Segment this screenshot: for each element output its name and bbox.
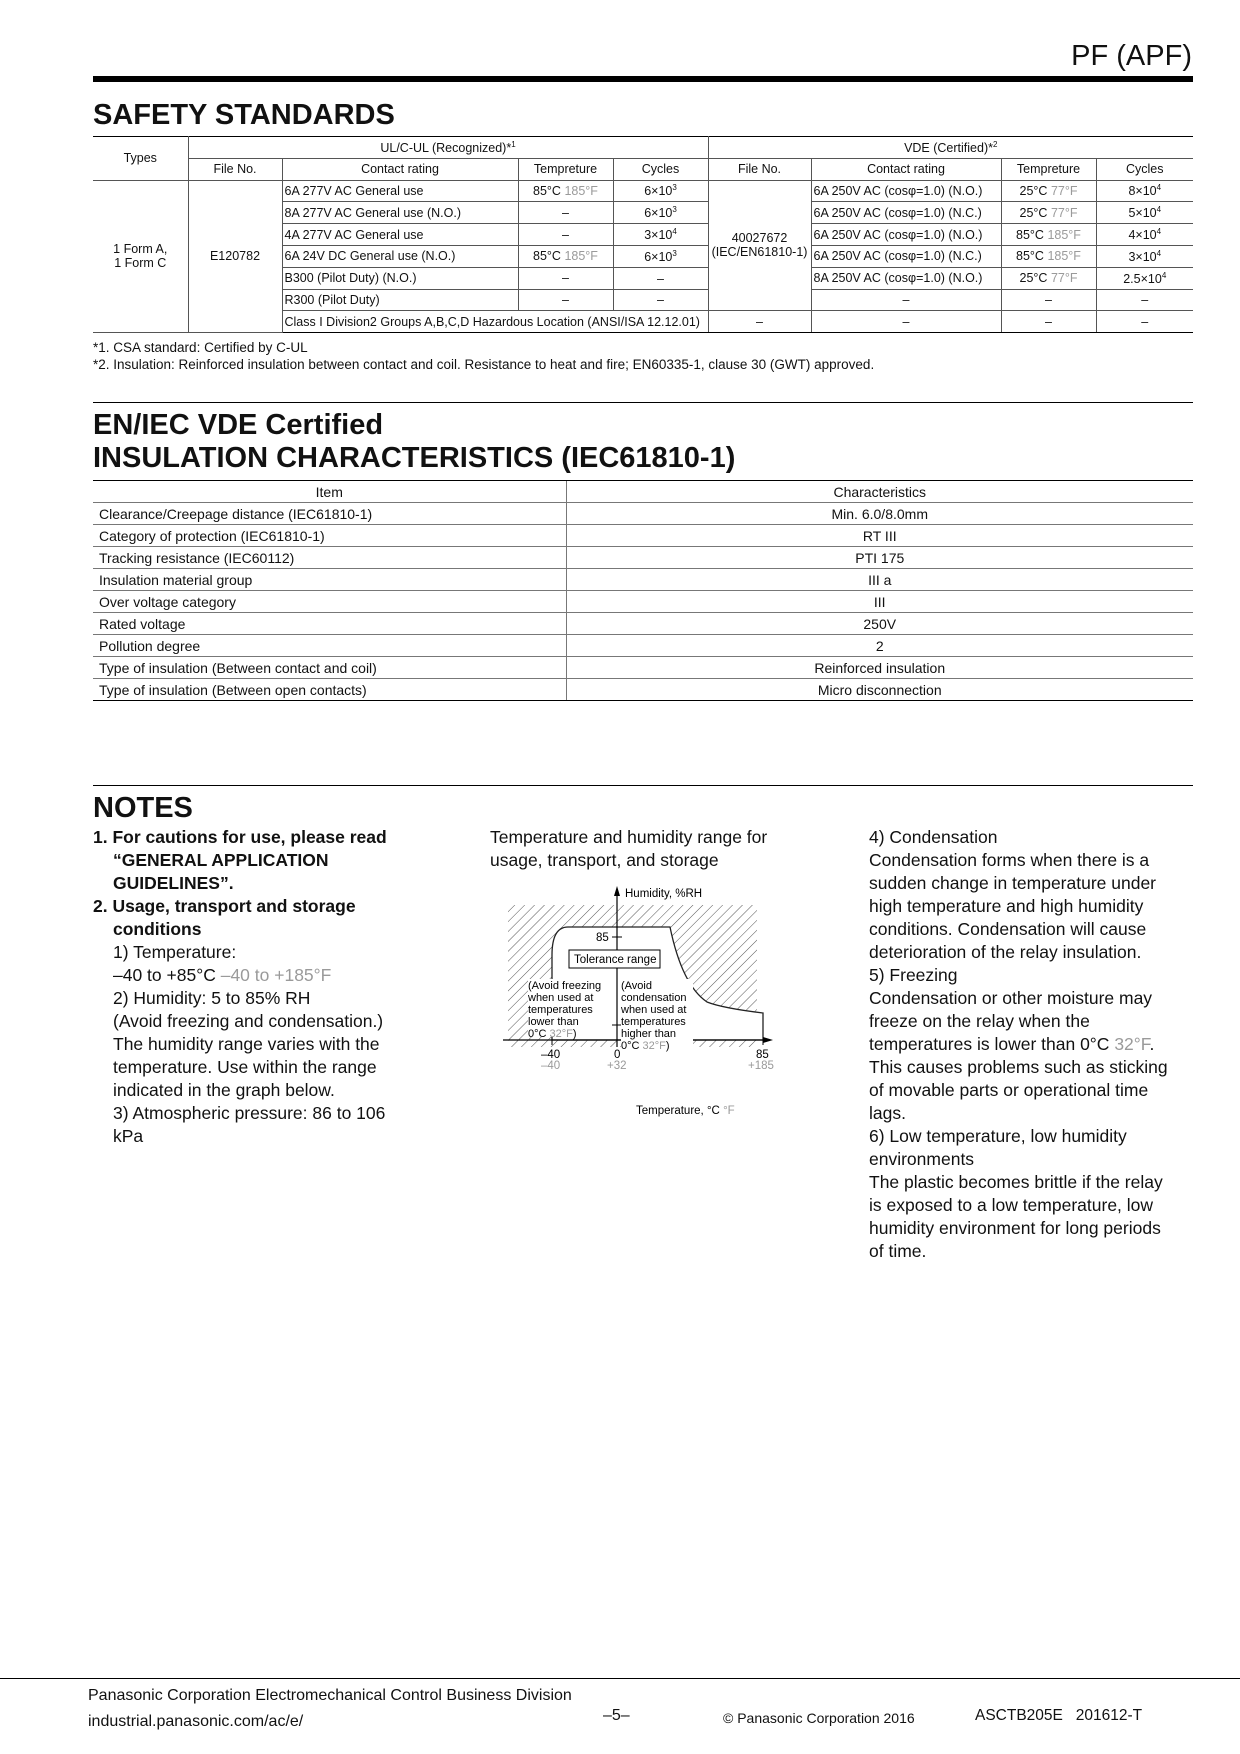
- table-row: Tracking resistance (IEC60112) PTI 175: [93, 547, 1193, 569]
- th-vde: VDE (Certified)*$^2$: [708, 137, 1193, 159]
- ul-cycles: $6\times 10^3$: [613, 202, 708, 224]
- vde-temp: 85°C 185°F: [1001, 245, 1096, 267]
- table-row: Category of protection (IEC61810-1) RT III: [93, 525, 1193, 547]
- x-tick-0-f: +32: [607, 1060, 627, 1072]
- insulation-table: [93, 480, 1193, 701]
- types-cell: 1 Form A, 1 Form C: [93, 180, 188, 333]
- table-row: Insulation material group III a: [93, 569, 1193, 591]
- page-number: –5–: [603, 1707, 630, 1724]
- section-divider: [93, 785, 1193, 786]
- x-tick-85: 85: [756, 1049, 769, 1061]
- note-2-line: conditions: [113, 919, 202, 939]
- x-tick-neg40-f: –40: [541, 1060, 561, 1072]
- freeze-note: lower than: [528, 1016, 579, 1028]
- header-rule: [93, 76, 1193, 82]
- th-item: Item: [93, 481, 566, 503]
- ul-cycles: –: [613, 289, 708, 311]
- ul-temp: –: [518, 202, 613, 224]
- freezing-title: 5) Freezing: [869, 965, 958, 985]
- humidity-line: The humidity range varies with the: [113, 1034, 380, 1054]
- x-tick-0: 0: [614, 1049, 621, 1061]
- footer-url: industrial.panasonic.com/ac/e/: [88, 1713, 304, 1730]
- condensation-title: 4) Condensation: [869, 827, 998, 847]
- x-axis-arrow: [763, 1037, 773, 1043]
- vde-rating: 8A 250V AC (cosφ=1.0) (N.O.): [811, 267, 1001, 289]
- cond-note: higher than: [621, 1028, 677, 1040]
- vde-rating: 6A 250V AC (cosφ=1.0) (N.C.): [811, 245, 1001, 267]
- y-tick-85: 85: [596, 932, 609, 944]
- x-tick-neg40: –40: [541, 1049, 561, 1061]
- ul-rating: R300 (Pilot Duty): [282, 289, 518, 311]
- vde-empty: –: [1096, 311, 1193, 333]
- ul-temp: 85°C 185°F: [518, 180, 613, 202]
- ul-rating: B300 (Pilot Duty) (N.O.): [282, 267, 518, 289]
- x-axis-label: Temperature, °C °F: [636, 1105, 735, 1117]
- section-divider: [93, 402, 1193, 403]
- note-2: 2. Usage, transport and storage: [93, 896, 356, 916]
- vde-rating: 6A 250V AC (cosφ=1.0) (N.C.): [811, 202, 1001, 224]
- freezing-line: lags.: [869, 1103, 906, 1123]
- vde-temp: 25°C 77°F: [1001, 202, 1096, 224]
- graph-caption-line: Temperature and humidity range for: [490, 827, 768, 847]
- th-vde-temp: Tempreture: [1001, 158, 1096, 180]
- vde-temp: 25°C 77°F: [1001, 180, 1096, 202]
- condensation-line: sudden change in temperature under: [869, 873, 1157, 893]
- safety-standards-table: [93, 136, 1193, 333]
- note-1-line: GUIDELINES”.: [113, 873, 234, 893]
- vde-cycles: $3\times 10^4$: [1096, 245, 1193, 267]
- th-vde-contact: Contact rating: [811, 158, 1001, 180]
- humidity-line: indicated in the graph below.: [113, 1080, 335, 1100]
- table-row: Type of insulation (Between open contacts) Micro disconnection: [93, 679, 1193, 701]
- insulation-title-1: EN/IEC VDE Certified: [93, 409, 384, 441]
- cond-note: when used at: [621, 1004, 687, 1016]
- freezing-line: freeze on the relay when the: [869, 1011, 1090, 1031]
- vde-temp: 25°C 77°F: [1001, 267, 1096, 289]
- x-tick-85-f: +185: [748, 1060, 774, 1072]
- table-row: Type of insulation (Between contact and coil) Reinforced insulation: [93, 657, 1193, 679]
- ul-cycles: $6\times 10^3$: [613, 180, 708, 202]
- ul-rating: 8A 277V AC General use (N.O.): [282, 202, 518, 224]
- ul-temp: –: [518, 224, 613, 246]
- freezing-line: This causes problems such as sticking: [869, 1057, 1168, 1077]
- note-1: 1. For cautions for use, please read: [93, 827, 387, 847]
- vde-empty: –: [1001, 311, 1096, 333]
- th-vde-fileno: File No.: [708, 158, 811, 180]
- ul-temp: –: [518, 289, 613, 311]
- condensation-line: deterioration of the relay insulation.: [869, 942, 1142, 962]
- safety-standards-title: SAFETY STANDARDS: [93, 99, 395, 131]
- table-row: Over voltage category III: [93, 591, 1193, 613]
- page-header-title: PF (APF): [1071, 40, 1192, 72]
- cond-note: condensation: [621, 992, 687, 1004]
- table-row: [93, 180, 1193, 202]
- vde-temp: –: [1001, 289, 1096, 311]
- notes-column-1: [93, 826, 433, 1148]
- th-ul: UL/C-UL (Recognized)*$^1$: [188, 137, 708, 159]
- low-temp-line: humidity environment for long periods: [869, 1218, 1161, 1238]
- footer-rule: [0, 1678, 1240, 1679]
- ul-rating: 6A 277V AC General use: [282, 180, 518, 202]
- ul-cycles: –: [613, 267, 708, 289]
- condensation-line: conditions. Condensation will cause: [869, 919, 1147, 939]
- vde-rating: 6A 250V AC (cosφ=1.0) (N.O.): [811, 224, 1001, 246]
- graph-caption: [490, 826, 810, 872]
- low-temp-line: The plastic becomes brittle if the relay: [869, 1172, 1163, 1192]
- th-ul-fileno: File No.: [188, 158, 282, 180]
- table-row: Rated voltage 250V: [93, 613, 1193, 635]
- humidity-line: 2) Humidity: 5 to 85% RH: [113, 988, 311, 1008]
- th-ul-temp: Tempreture: [518, 158, 613, 180]
- footer-copyright: © Panasonic Corporation 2016: [723, 1710, 915, 1726]
- ul-rating: 6A 24V DC General use (N.O.): [282, 245, 518, 267]
- vde-cycles: $4\times 10^4$: [1096, 224, 1193, 246]
- low-temp-line: of time.: [869, 1241, 927, 1261]
- tolerance-label: Tolerance range: [574, 954, 657, 966]
- temperature-label: 1) Temperature:: [113, 942, 237, 962]
- condensation-line: high temperature and high humidity: [869, 896, 1144, 916]
- table-row: Clearance/Creepage distance (IEC61810-1) Min. 6.0/8.0mm: [93, 503, 1193, 525]
- freezing-line: of movable parts or operational time: [869, 1080, 1149, 1100]
- insulation-title-2: INSULATION CHARACTERISTICS (IEC61810-1): [93, 442, 736, 474]
- y-axis-label: Humidity, %RH: [625, 888, 703, 900]
- th-characteristics: Characteristics: [566, 481, 1193, 503]
- humidity-line: temperature. Use within the range: [113, 1057, 377, 1077]
- ul-cycles: $6\times 10^3$: [613, 245, 708, 267]
- cond-note: (Avoid: [621, 980, 652, 992]
- vde-cycles: $8\times 10^4$: [1096, 180, 1193, 202]
- cond-note: temperatures: [621, 1016, 686, 1028]
- temperature-humidity-diagram: [495, 875, 815, 1125]
- doc-code: ASCTB205E 201612-T: [975, 1707, 1143, 1724]
- freezing-line: Condensation or other moisture may: [869, 988, 1153, 1008]
- freeze-note: temperatures: [528, 1004, 593, 1016]
- table-row: Pollution degree 2: [93, 635, 1193, 657]
- low-temp-line: is exposed to a low temperature, low: [869, 1195, 1154, 1215]
- pressure-line: kPa: [113, 1126, 144, 1146]
- ul-file-number: E120782: [188, 180, 282, 333]
- vde-cycles: $2.5\times 10^4$: [1096, 267, 1193, 289]
- temperature-range: –40 to +85°C –40 to +185°F: [113, 965, 332, 985]
- th-types: Types: [93, 137, 188, 181]
- footer-company: Panasonic Corporation Electromechanical Control Business Division: [88, 1687, 572, 1704]
- freeze-note: when used at: [528, 992, 594, 1004]
- vde-rating: 6A 250V AC (cosφ=1.0) (N.O.): [811, 180, 1001, 202]
- cond-note: 0°C 32°F): [621, 1040, 670, 1052]
- vde-cycles: $5\times 10^4$: [1096, 202, 1193, 224]
- th-ul-contact: Contact rating: [282, 158, 518, 180]
- vde-empty: –: [811, 311, 1001, 333]
- graph-caption-line: usage, transport, and storage: [490, 850, 719, 870]
- freeze-note: (Avoid freezing: [528, 980, 602, 992]
- condensation-line: Condensation forms when there is a: [869, 850, 1150, 870]
- footnote-2: *2. Insulation: Reinforced insulation between contact and coil. Resistance to heat and fire; EN60335-1, clause 30 (GWT) approved.: [93, 357, 875, 372]
- vde-file-number: 40027672 (IEC/EN61810-1): [708, 180, 811, 311]
- vde-temp: 85°C 185°F: [1001, 224, 1096, 246]
- notes-title: NOTES: [93, 792, 193, 824]
- low-temp-title: 6) Low temperature, low humidity: [869, 1126, 1127, 1146]
- humidity-line: (Avoid freezing and condensation.): [113, 1011, 384, 1031]
- vde-rating: –: [811, 289, 1001, 311]
- low-temp-title-line: environments: [869, 1149, 975, 1169]
- class-division-row: Class I Division2 Groups A,B,C,D Hazardous Location (ANSI/ISA 12.12.01): [282, 311, 708, 333]
- y-axis-arrow: [614, 886, 620, 896]
- th-ul-cycles: Cycles: [613, 158, 708, 180]
- pressure-line: 3) Atmospheric pressure: 86 to 106: [113, 1103, 386, 1123]
- th-vde-cycles: Cycles: [1096, 158, 1193, 180]
- ul-cycles: $3\times 10^4$: [613, 224, 708, 246]
- note-1-line: “GENERAL APPLICATION: [113, 850, 329, 870]
- notes-column-3: [869, 826, 1199, 1263]
- footnote-1: *1. CSA standard: Certified by C-UL: [93, 340, 308, 355]
- ul-temp: –: [518, 267, 613, 289]
- vde-empty: –: [708, 311, 811, 333]
- freeze-note: 0°C 32°F): [528, 1028, 577, 1040]
- vde-cycles: –: [1096, 289, 1193, 311]
- freezing-line: temperatures is lower than 0°C 32°F.: [869, 1034, 1155, 1054]
- ul-temp: 85°C 185°F: [518, 245, 613, 267]
- ul-rating: 4A 277V AC General use: [282, 224, 518, 246]
